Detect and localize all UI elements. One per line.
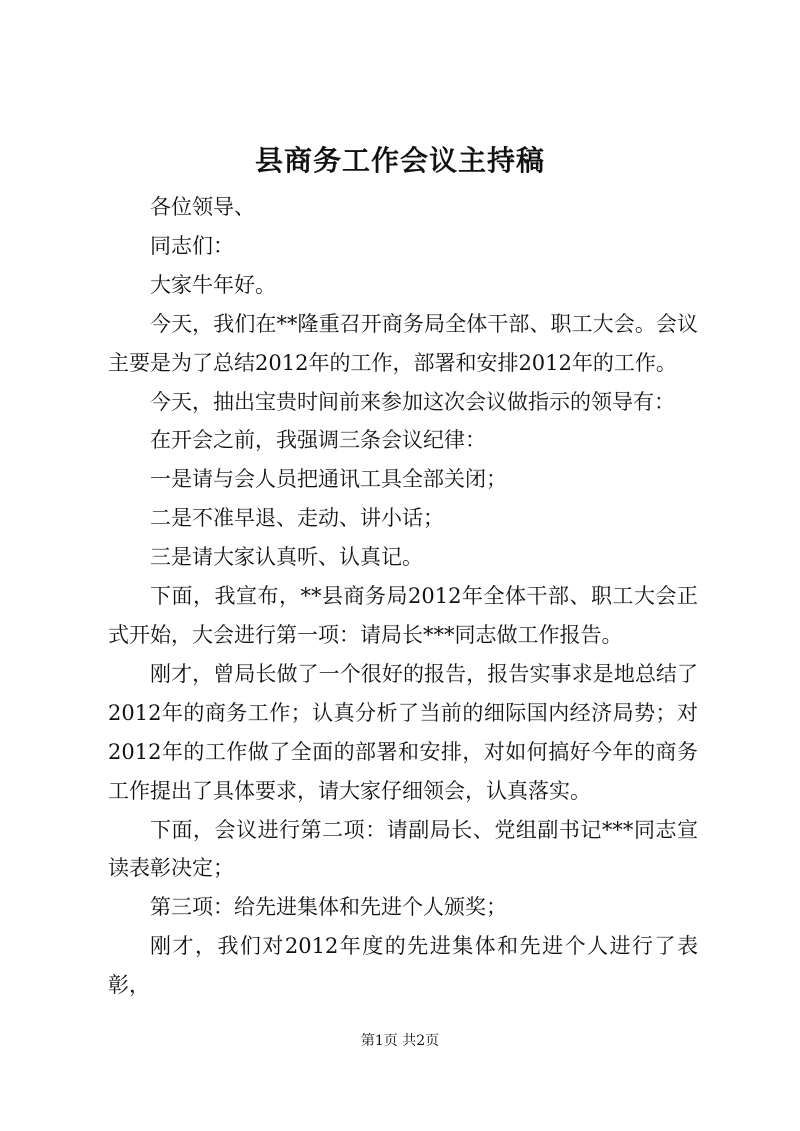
- paragraph: 刚才，我们对2012年度的先进集体和先进个人进行了表彰，: [108, 934, 698, 998]
- page-number-footer: 第1页 共2页: [360, 1033, 440, 1049]
- paragraph: 今天，抽出宝贵时间前来参加这次会议做指示的领导有：: [150, 389, 675, 414]
- document-title: 县商务工作会议主持稿: [254, 144, 545, 177]
- paragraph: 一是请与会人员把通讯工具全部关闭；: [150, 467, 507, 492]
- paragraph: 三是请大家认真听、认真记。: [150, 545, 423, 570]
- paragraph: 在开会之前，我强调三条会议纪律：: [150, 428, 486, 453]
- paragraph: 下面，会议进行第二项：请副局长、党组副书记***同志宣读表彰决定；: [108, 817, 698, 881]
- paragraph: 第三项：给先进集体和先进个人颁奖；: [150, 895, 507, 920]
- paragraph: 同志们：: [150, 233, 234, 258]
- paragraph: 刚才，曾局长做了一个很好的报告，报告实事求是地总结了2012年的商务工作；认真分析了当前的细际国内经济局势；对2012年的工作做了全面的部署和安排，对如何搞好今年的商务工作提出了具体要求，请大家仔细领会，认真落实。: [108, 661, 698, 803]
- paragraph: 下面，我宣布，**县商务局2012年全体干部、职工大会正式开始，大会进行第一项：请局长***同志做工作报告。: [108, 584, 698, 647]
- paragraph: 大家牛年好。: [150, 272, 276, 297]
- paragraph: 今天，我们在**隆重召开商务局全体干部、职工大会。会议主要是为了总结2012年的工作，部署和安排2012年的工作。: [108, 311, 698, 375]
- paragraph: 各位领导、: [150, 195, 255, 219]
- document-body: [108, 188, 698, 1005]
- paragraph: 二是不准早退、走动、讲小话；: [150, 506, 444, 531]
